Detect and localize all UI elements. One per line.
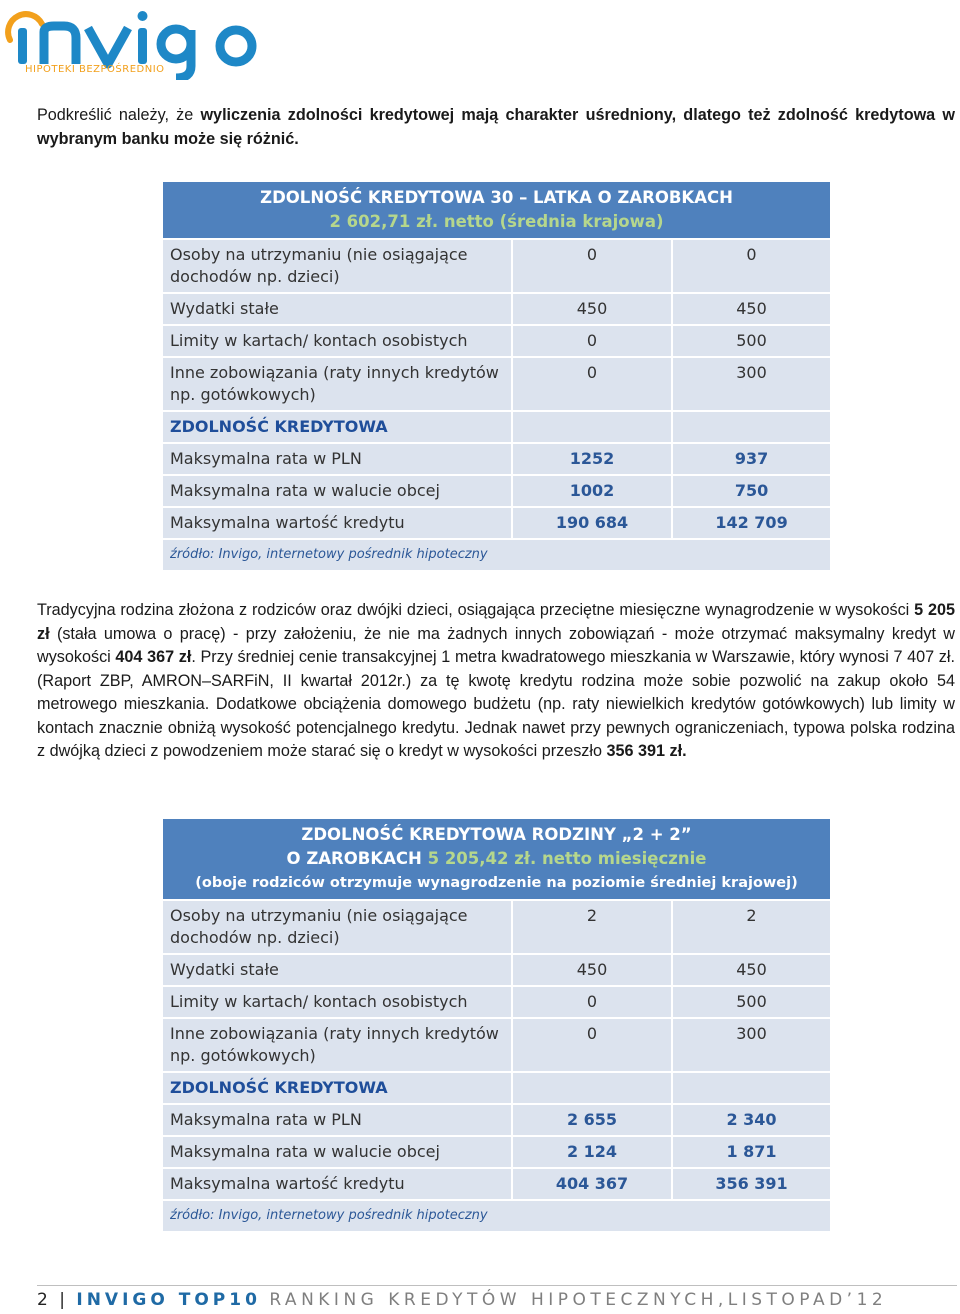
footer-divider (37, 1285, 957, 1286)
para2-bold: 404 367 zł (115, 648, 192, 666)
row-label: Wydatki stałe (162, 293, 512, 325)
table-row (162, 507, 831, 539)
row-value: 300 (672, 357, 831, 411)
table-row (162, 900, 831, 954)
table1-header (162, 181, 831, 239)
footer-title: RANKING KREDYTÓW HIPOTECZNYCH,LISTOPAD’12 (269, 1290, 888, 1310)
para1-text: Podkreślić należy, że (37, 106, 201, 124)
footer-brand: INVIGO TOP10 (76, 1290, 261, 1310)
table2-note: (oboje rodziców otrzymuje wynagrodzenie na poziomie średniej krajowej) (195, 875, 798, 891)
table-row (162, 475, 831, 507)
result-value: 750 (672, 475, 831, 507)
row-value: 300 (672, 1018, 831, 1072)
row-label: Maksymalna rata w walucie obcej (162, 1136, 512, 1168)
table2-income-label: O ZAROBKACH (286, 849, 428, 868)
row-value: 450 (672, 954, 831, 986)
table2-title: ZDOLNOŚĆ KREDYTOWA RODZINY „2 + 2” (301, 825, 692, 844)
result-value: 142 709 (672, 507, 831, 539)
para2-text: Tradycyjna rodzina złożona z rodziców oraz dwójki dzieci, osiągająca przeciętne miesięczne wynagrodzenie w wysokości (37, 601, 915, 619)
row-value: 0 (512, 986, 672, 1018)
section-row (162, 1072, 831, 1104)
intro-paragraph (37, 104, 955, 151)
table-row (162, 325, 831, 357)
row-label: Wydatki stałe (162, 954, 512, 986)
row-value: 450 (512, 954, 672, 986)
family-paragraph (37, 599, 955, 764)
page-number: 2 (37, 1290, 51, 1310)
credit-table-family (161, 817, 832, 1233)
table2-income-value: 5 205,42 zł. netto miesięcznie (427, 849, 707, 868)
row-label: Osoby na utrzymaniu (nie osiągające dochodów np. dzieci) (162, 900, 512, 954)
para2-text: (stała umowa o pracę) - przy założeniu, że nie ma żadnych innych zobowiązań - może otrzymać maksymalny kredyt w wysokości (37, 624, 955, 666)
row-value: 450 (512, 293, 672, 325)
footer-separator: | (59, 1290, 68, 1310)
source-note: źródło: Invigo, internetowy pośrednik hipoteczny (162, 539, 831, 571)
result-value: 1 871 (672, 1136, 831, 1168)
row-label: Maksymalna wartość kredytu (162, 507, 512, 539)
row-label: Maksymalna wartość kredytu (162, 1168, 512, 1200)
section-label: ZDOLNOŚĆ KREDYTOWA (162, 1072, 512, 1104)
row-label: Limity w kartach/ kontach osobistych (162, 986, 512, 1018)
row-value: 0 (512, 239, 672, 293)
result-value: 2 340 (672, 1104, 831, 1136)
table-row (162, 1104, 831, 1136)
source-row (162, 539, 831, 571)
table-row (162, 293, 831, 325)
logo-subtitle: HIPOTEKI BEZPOŚREDNIO (25, 64, 165, 75)
table-row (162, 357, 831, 411)
table2-header (162, 818, 831, 900)
table-row (162, 239, 831, 293)
result-value: 1252 (512, 443, 672, 475)
source-note: źródło: Invigo, internetowy pośrednik hipoteczny (162, 1200, 831, 1232)
source-row (162, 1200, 831, 1232)
table-row (162, 986, 831, 1018)
row-label: Maksymalna rata w PLN (162, 443, 512, 475)
table-row (162, 443, 831, 475)
row-label: Osoby na utrzymaniu (nie osiągające dochodów np. dzieci) (162, 239, 512, 293)
result-value: 2 124 (512, 1136, 672, 1168)
result-value: 404 367 (512, 1168, 672, 1200)
table-row (162, 954, 831, 986)
row-value: 0 (512, 1018, 672, 1072)
row-label: Inne zobowiązania (raty innych kredytów np. gotówkowych) (162, 357, 512, 411)
para2-text: . Przy średniej cenie transakcyjnej 1 metra kwadratowego mieszkania w Warszawie, który wynosi 7 407 zł. (Raport ZBP, AMRON–SARFiN, II kwartał 2012r.) za tę kwotę kredytu rodzina może sobie pozwolić na zakup około 54 metrowego mieszkania. Dodatkowe obciążenia domowego budżetu (np. raty niewielkich kredytów gotówkowych) lub limity w kontach znacznie obniżą wysokość potencjalnego kredytu. Jednak nawet przy pewnych ograniczeniach, typowa polska rodzina z dwójką dzieci z powodzeniem może starać się o kredyt w wysokości przeszło (37, 648, 955, 760)
row-label: Maksymalna rata w PLN (162, 1104, 512, 1136)
row-label: Maksymalna rata w walucie obcej (162, 475, 512, 507)
row-value: 0 (512, 357, 672, 411)
para1-bold: wyliczenia zdolności kredytowej mają charakter uśredniony, dlatego też zdolność kredytowa w wybranym banku może się różnić. (37, 106, 955, 148)
row-value: 2 (672, 900, 831, 954)
row-label: Limity w kartach/ kontach osobistych (162, 325, 512, 357)
section-label: ZDOLNOŚĆ KREDYTOWA (162, 411, 512, 443)
table2-income (169, 847, 824, 871)
para2-bold: 5 205 zł (37, 601, 956, 643)
row-value: 0 (512, 325, 672, 357)
table-row (162, 1168, 831, 1200)
result-value: 937 (672, 443, 831, 475)
row-value: 2 (512, 900, 672, 954)
credit-table-single (161, 180, 832, 572)
row-label: Inne zobowiązania (raty innych kredytów np. gotówkowych) (162, 1018, 512, 1072)
table1-title: ZDOLNOŚĆ KREDYTOWA 30 – LATKA O ZAROBKACH (260, 188, 733, 207)
page-footer (37, 1290, 887, 1310)
table-row (162, 1018, 831, 1072)
result-value: 356 391 (672, 1168, 831, 1200)
table1-income: 2 602,71 zł. netto (średnia krajowa) (329, 212, 664, 231)
row-value: 450 (672, 293, 831, 325)
section-row (162, 411, 831, 443)
invigo-logo (4, 2, 274, 80)
result-value: 190 684 (512, 507, 672, 539)
table-row (162, 1136, 831, 1168)
para2-bold: 356 391 zł. (606, 742, 687, 760)
result-value: 1002 (512, 475, 672, 507)
row-value: 500 (672, 986, 831, 1018)
result-value: 2 655 (512, 1104, 672, 1136)
row-value: 0 (672, 239, 831, 293)
row-value: 500 (672, 325, 831, 357)
